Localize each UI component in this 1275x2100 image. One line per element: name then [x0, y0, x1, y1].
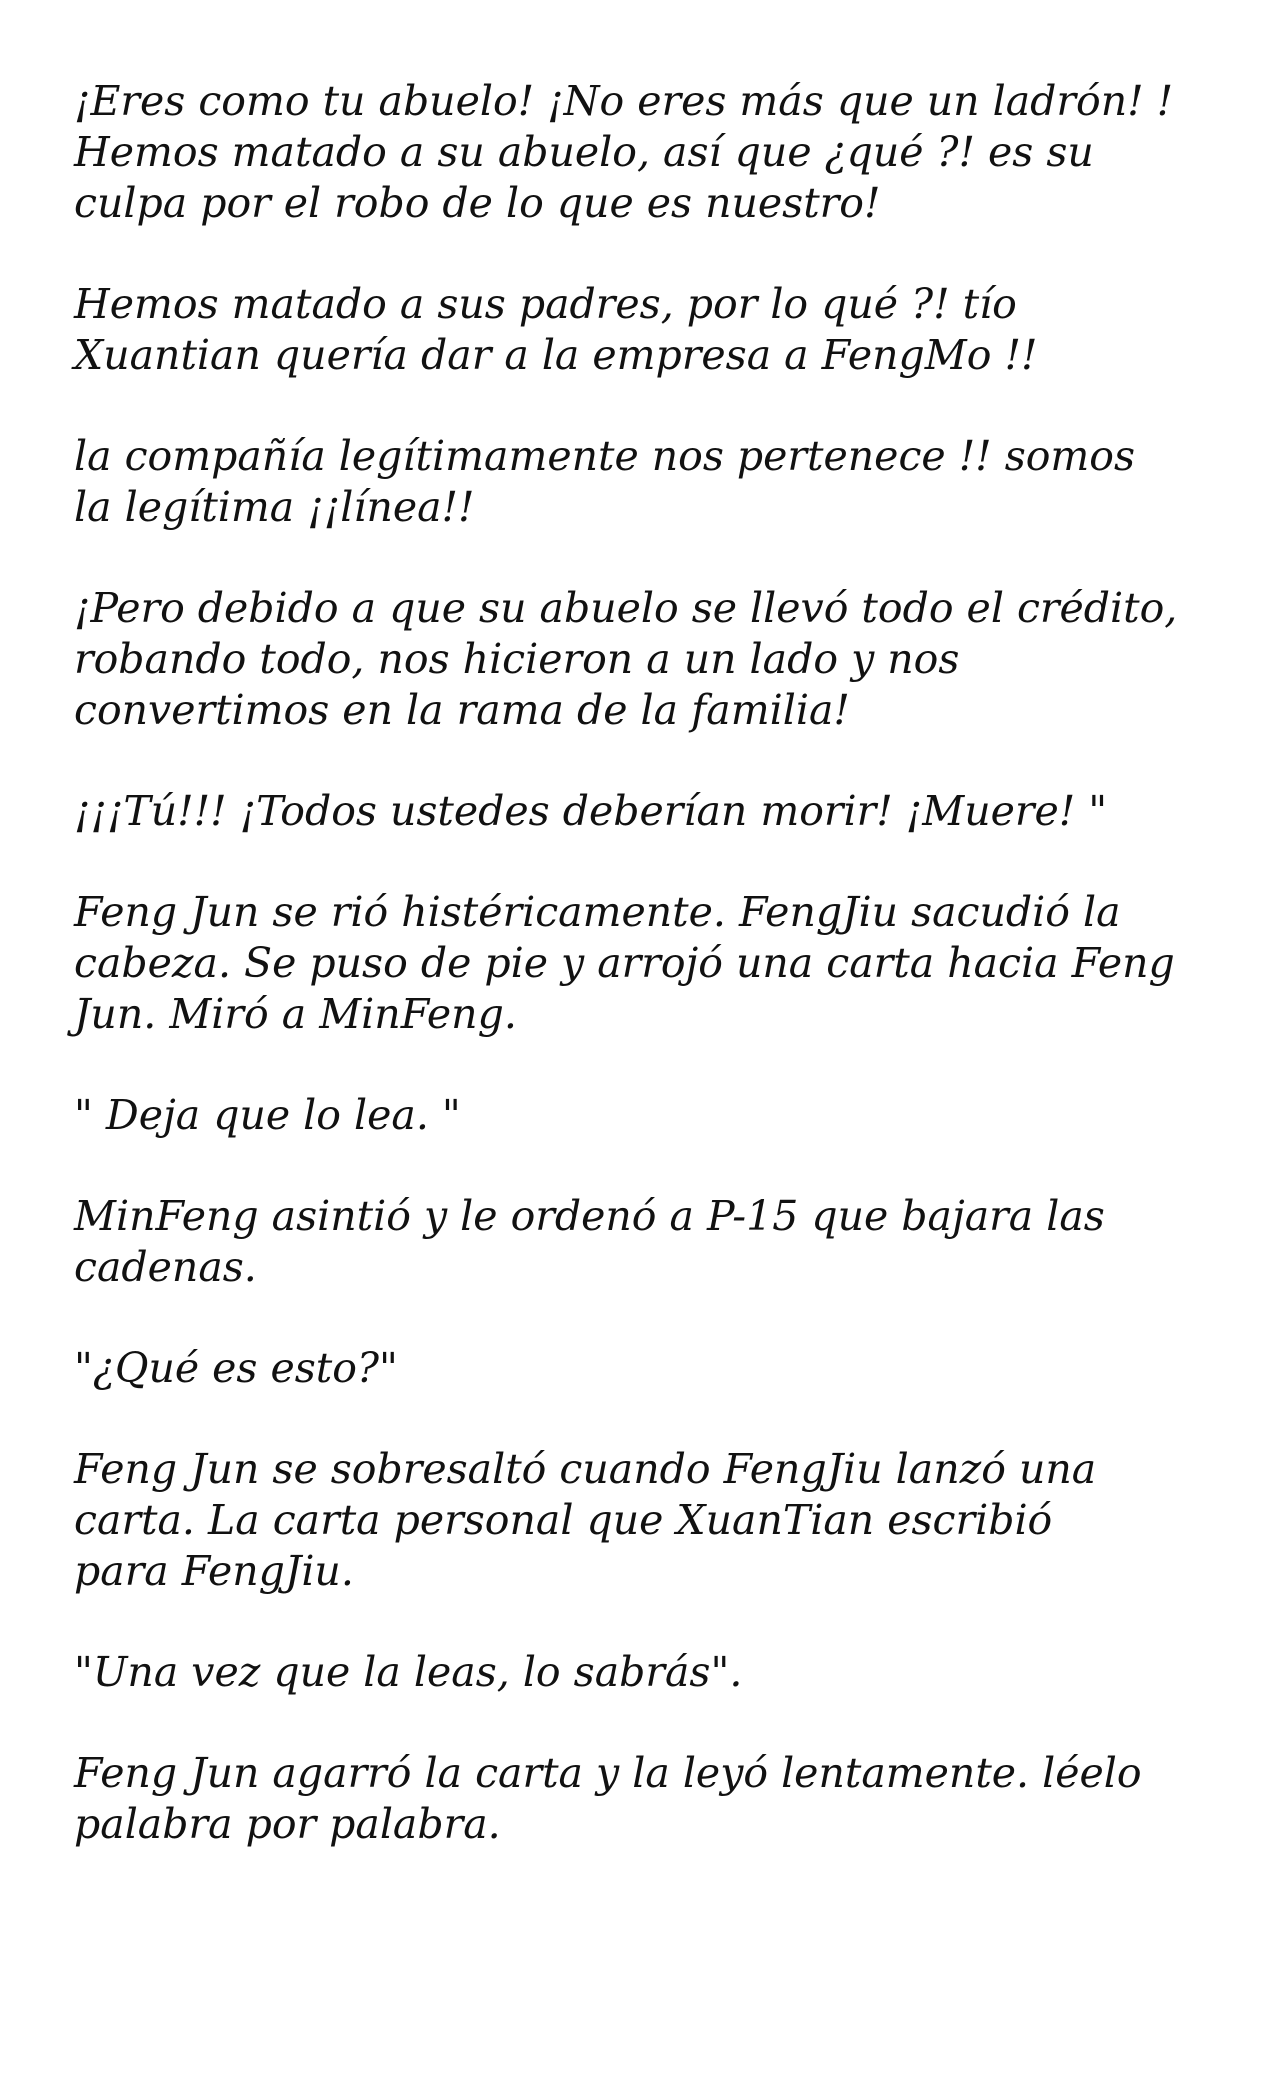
text-line: "¿Qué es esto?": [74, 1344, 398, 1392]
paragraph-7: [74, 1090, 1215, 1141]
text-line: carta. La carta personal que XuanTian escribió: [74, 1496, 1053, 1544]
text-line: convertimos en la rama de la familia!: [74, 686, 850, 734]
text-line: Feng Jun se rió histéricamente. FengJiu sacudió la: [74, 888, 1121, 936]
text-line: Hemos matado a sus padres, por lo qué ?! tío: [74, 280, 1017, 328]
text-line: Hemos matado a su abuelo, así que ¿qué ?! es su: [74, 128, 1094, 176]
text-line: cabeza. Se puso de pie y arrojó una carta hacia Feng: [74, 939, 1175, 987]
paragraph-5: [74, 786, 1215, 837]
text-line: la legítima ¡¡línea!!: [74, 483, 475, 531]
text-line: Xuantian quería dar a la empresa a FengMo !!: [74, 331, 1038, 379]
paragraph-2: [74, 279, 1215, 381]
paragraph-8: [74, 1191, 1215, 1293]
text-line: para FengJiu.: [74, 1547, 354, 1595]
paragraph-3: [74, 431, 1215, 533]
text-line: culpa por el robo de lo que es nuestro!: [74, 179, 881, 227]
paragraph-11: [74, 1647, 1215, 1698]
text-line: ¡¡¡Tú!!! ¡Todos ustedes deberían morir! ¡Muere! ": [74, 787, 1108, 835]
paragraph-12: [74, 1748, 1215, 1850]
text-line: ¡Eres como tu abuelo! ¡No eres más que un ladrón! !: [74, 77, 1174, 125]
text-line: ¡Pero debido a que su abuelo se llevó todo el crédito,: [74, 584, 1178, 632]
text-line: "Una vez que la leas, lo sabrás".: [74, 1648, 743, 1696]
paragraph-1: [74, 76, 1215, 229]
text-line: palabra por palabra.: [74, 1800, 501, 1848]
paragraph-4: [74, 583, 1215, 736]
text-line: cadenas.: [74, 1243, 257, 1291]
paragraph-6: [74, 887, 1215, 1040]
paragraph-9: [74, 1343, 1215, 1394]
text-line: la compañía legítimamente nos pertenece !! somos: [74, 432, 1136, 480]
text-line: Feng Jun agarró la carta y la leyó lentamente. léelo: [74, 1749, 1142, 1797]
text-line: robando todo, nos hicieron a un lado y nos: [74, 635, 960, 683]
paragraph-10: [74, 1444, 1215, 1597]
text-line: Feng Jun se sobresaltó cuando FengJiu lanzó una: [74, 1445, 1097, 1493]
text-line: " Deja que lo lea. ": [74, 1091, 461, 1139]
text-line: Jun. Miró a MinFeng.: [74, 990, 517, 1038]
text-line: MinFeng asintió y le ordenó a P-15 que bajara las: [74, 1192, 1105, 1240]
